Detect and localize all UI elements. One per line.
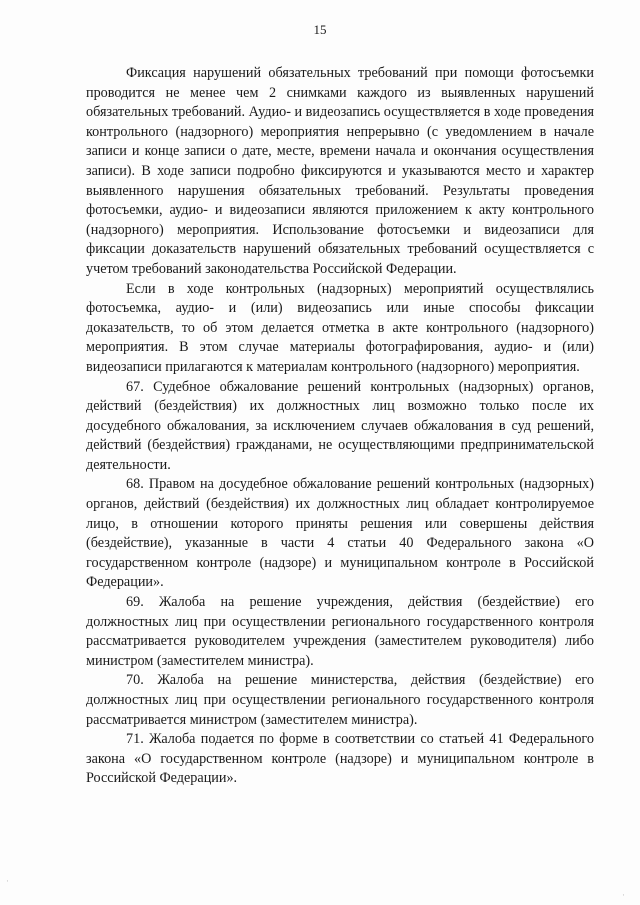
paragraph-69: 69. Жалоба на решение учреждения, действия (бездействие) его должностных лиц при осуществлении регионального государственного контроля рассматривается руководителем учреждения (заместителем руководителя) либо министром (заместителем министра).	[86, 594, 594, 669]
paragraph-act-note: Если в ходе контрольных (надзорных) мероприятий осуществлялись фотосъемка, аудио- и (или) видеозапись или иные способы фиксации доказательств, то об этом делается отметка в акте контрольного (надзорного) мероприятия. В этом случае материалы фотографирования, аудио- и (или) видеозаписи прилагаются к материалам контрольного (надзорного) мероприятия.	[86, 280, 594, 375]
paragraph-68: 68. Правом на досудебное обжалование решений контрольных (надзорных) органов, действий (бездействия) их должностных лиц обладает контролируемое лицо, в отношении которого приняты решения или совершены действия (бездействие), указанные в части 4 статьи 40 Федерального закона «О государственном контроле (надзоре) и муниципальном контроле в Российской Федерации».	[86, 476, 594, 591]
page-number: 15	[313, 22, 327, 37]
paragraph-71: 71. Жалоба подается по форме в соответствии со статьей 41 Федерального закона «О государственном контроле (надзоре) и муниципальном контроле в Российской Федерации».	[86, 731, 594, 787]
paragraph-photo-video-fixation: Фиксация нарушений обязательных требований при помощи фотосъемки проводится не менее чем 2 снимками каждого из выявленных нарушений обязательных требований. Аудио- и видеозапись осуществляется в ходе проведения контрольного (надзорного) мероприятия непрерывно (с уведомлением в начале записи и конце записи о дате, месте, времени начала и окончания осуществления записи). В ходе записи подробно фиксируются и указываются место и характер выявленного нарушения обязательных требований. Результаты проведения фотосъемки, аудио- и видеозаписи являются приложением к акту контрольного (надзорного) мероприятия. Использование фотосъемки и видеозаписи для фиксации доказательств нарушений обязательных требований осуществляется с учетом требований законодательства Российской Федерации.	[86, 65, 594, 277]
scan-artifact: ·	[622, 890, 625, 900]
paragraph-70: 70. Жалоба на решение министерства, действия (бездействие) его должностных лиц при осуществлении регионального государственного контроля рассматривается министром (заместителем министра).	[86, 672, 594, 728]
document-body	[86, 64, 594, 789]
scan-artifact: ·	[6, 876, 9, 886]
paragraph-67: 67. Судебное обжалование решений контрольных (надзорных) органов, действий (бездействия) их должностных лиц возможно только после их досудебного обжалования, за исключением случаев обжалования в суд решений, действий (бездействия) гражданами, не осуществляющими предпринимательской деятельности.	[86, 378, 594, 473]
